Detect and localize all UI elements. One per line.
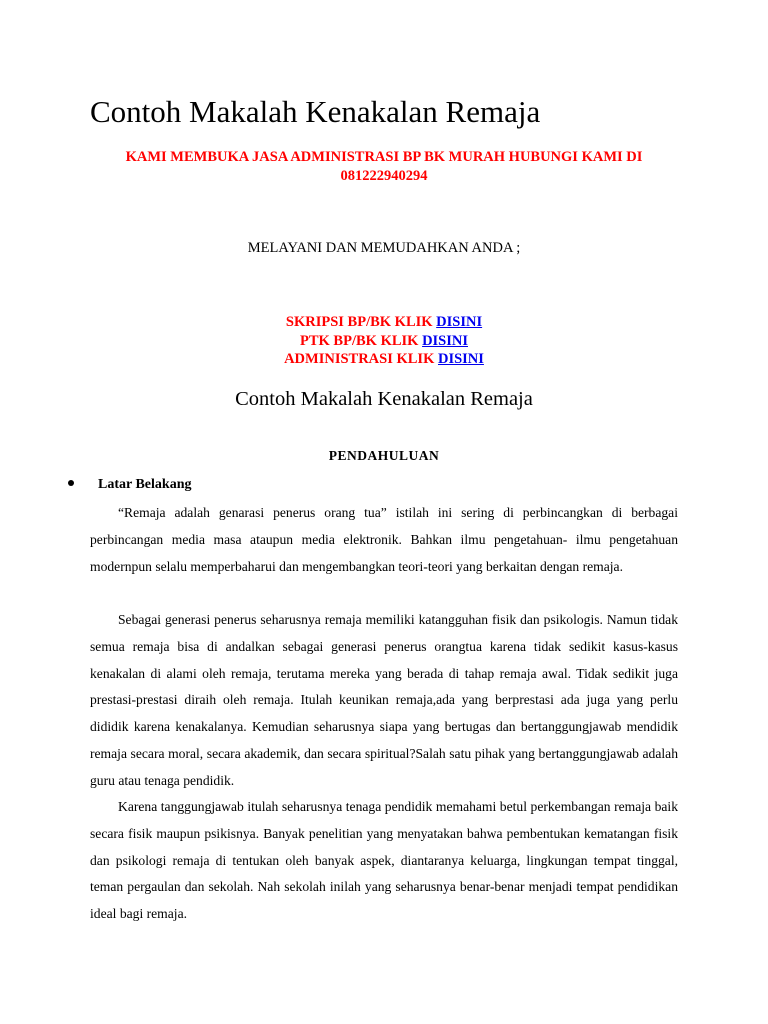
- link-row-ptk: [300, 333, 468, 349]
- link-label: ADMINISTRASI KLIK: [284, 351, 435, 367]
- bullet-label: Latar Belakang: [98, 477, 192, 492]
- promo-phone: 081222940294: [340, 168, 428, 184]
- link-label: SKRIPSI BP/BK KLIK: [285, 314, 433, 330]
- link-row-skripsi: [286, 314, 482, 330]
- ptk-disini-link[interactable]: DISINI: [422, 332, 468, 349]
- bullet-dot-icon: [68, 480, 74, 486]
- paragraph-3: Karena tanggungjawab itulah seharusnya tenaga pendidik memahami betul perkembangan remaja baik secara fisik maupun psikisnya. Banyak penelitian yang menyatakan bahwa pembentukan kematangan fisik dan psikologi remaja di tentukan oleh banyak aspek, diantaranya keluarga, lingkungan tempat tinggal, teman pergaulan dan sekolah. Nah sekolah inilah yang seharusnya benar-benar menjadi tempat pendidikan ideal bagi remaja.: [90, 799, 678, 922]
- paragraph-1: “Remaja adalah genarasi penerus orang tua” istilah ini sering di perbincangkan di berbagai perbincangan media masa ataupun media elektronik. Bahkan ilmu pengetahuan- ilmu pengetahuan modernpun selalu memperbaharui dan mengembangkan teori-teori yang berkaitan dengan remaja.: [90, 505, 678, 574]
- skripsi-disini-link[interactable]: DISINI: [436, 314, 483, 330]
- section-heading: PENDAHULUAN: [328, 448, 440, 463]
- link-label: PTK BP/BK KLIK: [300, 332, 419, 349]
- link-row-administrasi: [284, 351, 484, 367]
- promo-notice: [90, 148, 678, 186]
- document-subtitle: Contoh Makalah Kenakalan Remaja: [235, 388, 533, 410]
- promo-line-1: KAMI MEMBUKA JASA ADMINISTRASI BP BK MURAH HUBUNGI KAMI DI: [125, 149, 643, 165]
- administrasi-disini-link[interactable]: DISINI: [437, 351, 484, 367]
- document-title: Contoh Makalah Kenakalan Remaja: [90, 94, 541, 129]
- service-links: [90, 313, 678, 369]
- tagline: MELAYANI DAN MEMUDAHKAN ANDA ;: [247, 240, 521, 256]
- paragraph-2: Sebagai generasi penerus seharusnya remaja memiliki katangguhan fisik dan psikologis. Namun tidak semua remaja bisa di andalkan sebagai generasi penerus orangtua karena tidak sedikit kasus-kasus kenakalan di alami oleh remaja, terutama mereka yang berada di tahap remaja awal. Tidak sedikit juga prestasi-prestasi diraih oleh remaja. Itulah keunikan remaja,ada yang berprestasi ada juga yang perlu dididik karena kenakalanya. Kemudian seharusnya siapa yang bertugas dan bertanggungjawab mendidik remaja secara moral, secara akademik, dan secara spiritual?Salah satu pihak yang bertanggungjawab adalah guru atau tenaga pendidik.: [90, 612, 678, 788]
- bullet-item: [68, 475, 191, 495]
